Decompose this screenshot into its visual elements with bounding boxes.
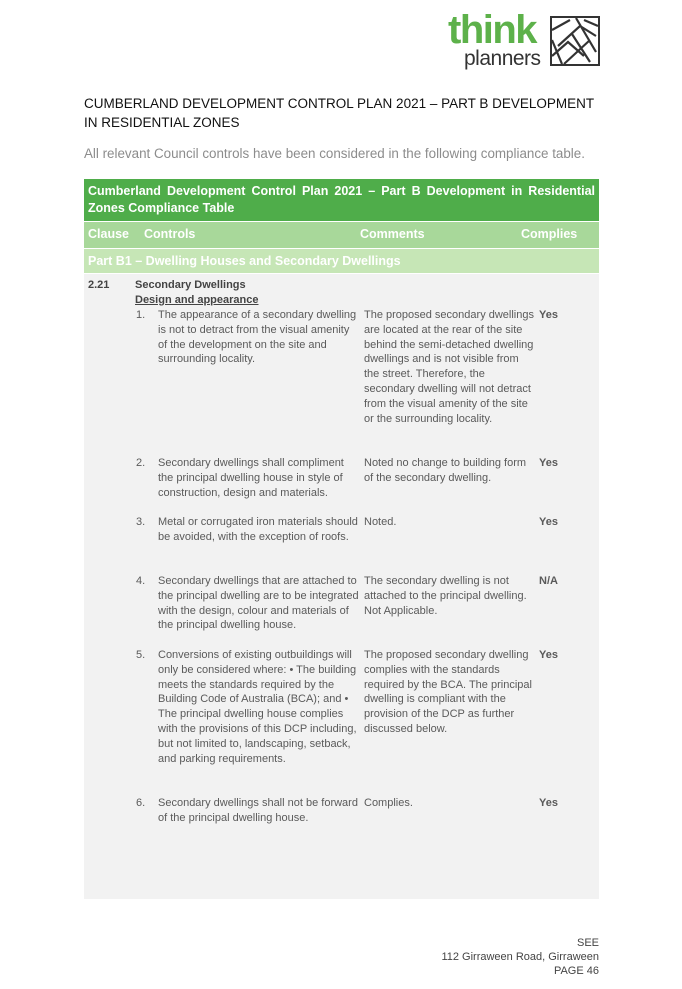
item-number: 3. [136, 516, 146, 528]
page-footer [441, 936, 599, 978]
item-complies: Yes [539, 516, 558, 528]
item-number: 6. [136, 797, 146, 809]
logo-planners-text: planners [464, 47, 541, 70]
footer-see: SEE [576, 937, 599, 949]
item-comment: Noted no change to building form of the secondary dwelling. [364, 457, 527, 484]
compliance-table [84, 179, 599, 899]
item-comment: Complies. [364, 797, 413, 809]
item-complies: Yes [539, 649, 558, 661]
column-clause: Clause [88, 227, 129, 241]
logo-think-text: think [448, 8, 537, 52]
column-complies: Complies [521, 227, 578, 241]
document-title: CUMBERLAND DEVELOPMENT CONTROL PLAN 2021 – PART B DEVELOPMENT IN RESIDENTIAL ZONES [84, 96, 594, 130]
table-column-headers [84, 221, 599, 248]
item-control: Secondary dwellings shall compliment the principal dwelling house in style of construction, design and materials. [158, 457, 344, 499]
clause-subtitle: Design and appearance [135, 294, 259, 306]
item-comment: The proposed secondary dwellings are located at the rear of the site behind the semi-detached dwelling dwellings and is not visible from the street. Therefore, the secondary dwelling will not detract from the visual amenity of the site or the surrounding locality. [364, 309, 534, 425]
item-number: 1. [136, 309, 146, 321]
item-comment: The proposed secondary dwelling complies with the standards required by the BCA. The principal dwelling is compliant with the provision of the DCP as further discussed below. [364, 649, 532, 735]
item-comment: The secondary dwelling is not attached to the principal dwelling. Not Applicable. [364, 575, 527, 617]
column-controls: Controls [144, 227, 196, 241]
item-control: Metal or corrugated iron materials should be avoided, with the exception of roofs. [158, 516, 358, 543]
item-complies: Yes [539, 457, 558, 469]
intro-text: All relevant Council controls have been considered in the following compliance table. [84, 146, 585, 161]
item-comment: Noted. [364, 516, 397, 528]
item-control: Conversions of existing outbuildings will only be considered where: • The building meets the standards required by the Building Code of Australia (BCA); and • The principal dwelling house complies with the provisions of this DCP including, but not limited to, landscaping, setback, and parking requirements. [158, 649, 357, 765]
think-planners-logo [448, 8, 600, 70]
footer-address: 112 Girraween Road, Girraween [441, 951, 599, 963]
item-control: Secondary dwellings shall not be forward of the principal dwelling house. [158, 797, 358, 824]
section-row: Part B1 – Dwelling Houses and Secondary Dwellings [84, 248, 599, 273]
table-heading: Cumberland Development Control Plan 2021 – Part B Development in Residential Zones Compliance Table [84, 179, 599, 221]
item-complies: Yes [539, 797, 558, 809]
column-comments: Comments [360, 227, 425, 241]
clause-title: Secondary Dwellings [135, 279, 246, 291]
item-complies: N/A [539, 575, 558, 587]
item-control: The appearance of a secondary dwelling is not to detract from the visual amenity of the development on the site and surrounding locality. [158, 309, 357, 366]
item-number: 5. [136, 649, 146, 661]
item-number: 2. [136, 457, 146, 469]
item-complies: Yes [539, 309, 558, 321]
item-control: Secondary dwellings that are attached to the principal dwelling are to be integrated with the design, colour and materials of the principal dwelling house. [158, 575, 359, 632]
table-body [84, 273, 599, 899]
footer-page-number: PAGE 46 [553, 965, 599, 977]
item-number: 4. [136, 575, 146, 587]
logo-map-icon [550, 16, 600, 66]
clause-number: 2.21 [88, 279, 110, 291]
